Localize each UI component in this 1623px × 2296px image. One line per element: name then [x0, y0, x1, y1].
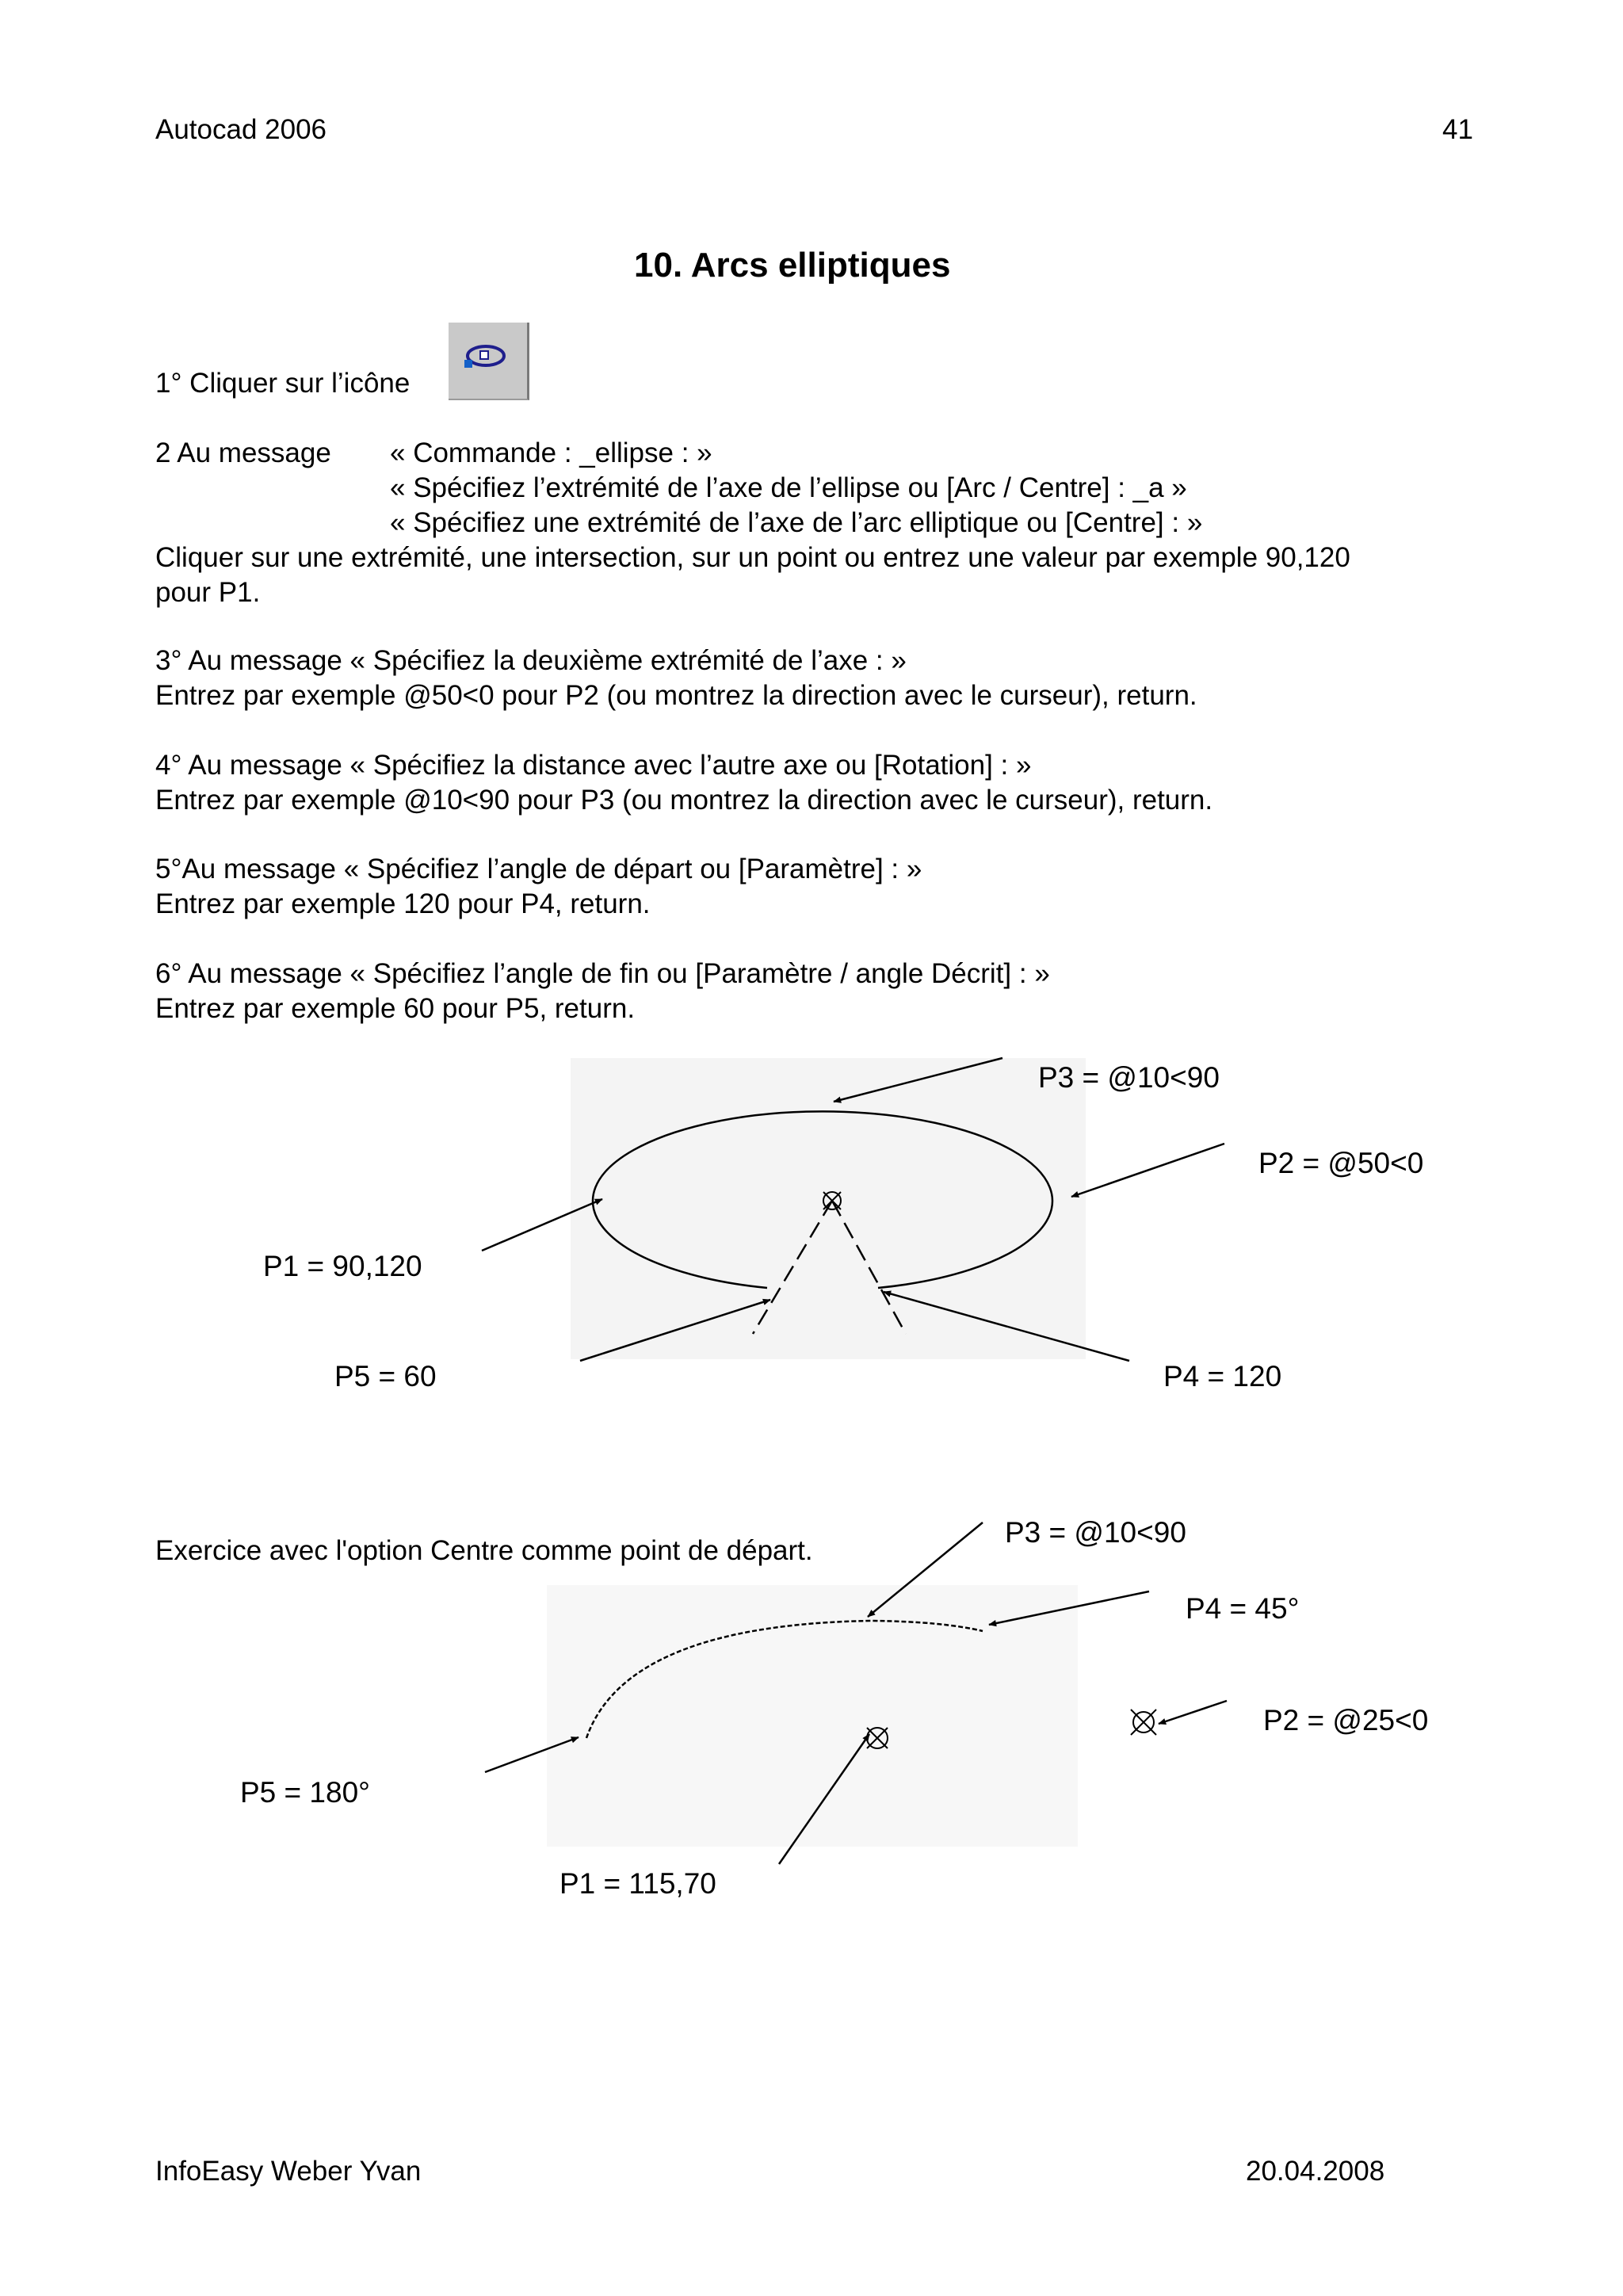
figure1-label-p5: P5 = 60: [334, 1360, 437, 1392]
page-number: 41: [1442, 114, 1473, 145]
step2-instruction-2: pour P1.: [155, 577, 261, 608]
step2-message-3: « Spécifiez une extrémité de l’axe de l’arc elliptique ou [Centre] : »: [390, 507, 1203, 538]
figure2-label-p4: P4 = 45°: [1186, 1592, 1300, 1625]
figure1-label-p3: P3 = @10<90: [1038, 1061, 1220, 1094]
figure2-label-p3: P3 = @10<90: [1005, 1516, 1186, 1549]
figure1-label-p4: P4 = 120: [1163, 1360, 1282, 1392]
step3-instruction: Entrez par exemple @50<0 pour P2 (ou montrez la direction avec le curseur), return.: [155, 680, 1197, 711]
section-title: 10. Arcs elliptiques: [634, 246, 951, 285]
step6-instruction: Entrez par exemple 60 pour P5, return.: [155, 993, 636, 1024]
figure2-label-p5: P5 = 180°: [240, 1776, 370, 1809]
step1-text: 1° Cliquer sur l’icône: [155, 368, 411, 399]
step6-message: 6° Au message « Spécifiez l’angle de fin ou [Paramètre / angle Décrit] : »: [155, 958, 1050, 989]
footer-author: InfoEasy Weber Yvan: [155, 2156, 422, 2187]
step2-label: 2 Au message: [155, 437, 331, 468]
step5-message: 5°Au message « Spécifiez l’angle de départ ou [Paramètre] : »: [155, 854, 922, 884]
step3-message: 3° Au message « Spécifiez la deuxième extrémité de l’axe : »: [155, 645, 907, 676]
step2-message-2: « Spécifiez l’extrémité de l’axe de l’ellipse ou [Arc / Centre] : _a »: [390, 472, 1187, 503]
figure1-label-p2: P2 = @50<0: [1258, 1147, 1424, 1179]
step5-instruction: Entrez par exemple 120 pour P4, return.: [155, 888, 651, 919]
step2-message-1: « Commande : _ellipse : »: [390, 437, 712, 468]
figure2-label-p1: P1 = 115,70: [559, 1867, 716, 1900]
figure2-label-p2: P2 = @25<0: [1263, 1704, 1429, 1736]
step4-message: 4° Au message « Spécifiez la distance avec l’autre axe ou [Rotation] : »: [155, 750, 1032, 781]
step2-instruction-1: Cliquer sur une extrémité, une intersection, sur un point ou entrez une valeur par exemple 90,120: [155, 542, 1350, 573]
footer-date: 20.04.2008: [1246, 2156, 1385, 2187]
figure1-label-p1: P1 = 90,120: [263, 1250, 422, 1282]
figure2-arrow-p2: [1159, 1701, 1227, 1724]
exercise-text: Exercice avec l'option Centre comme point de départ.: [155, 1535, 813, 1566]
figure2-p2-marker: [1131, 1710, 1156, 1735]
header-title: Autocad 2006: [155, 114, 327, 145]
step4-instruction: Entrez par exemple @10<90 pour P3 (ou montrez la direction avec le curseur), return.: [155, 785, 1213, 816]
